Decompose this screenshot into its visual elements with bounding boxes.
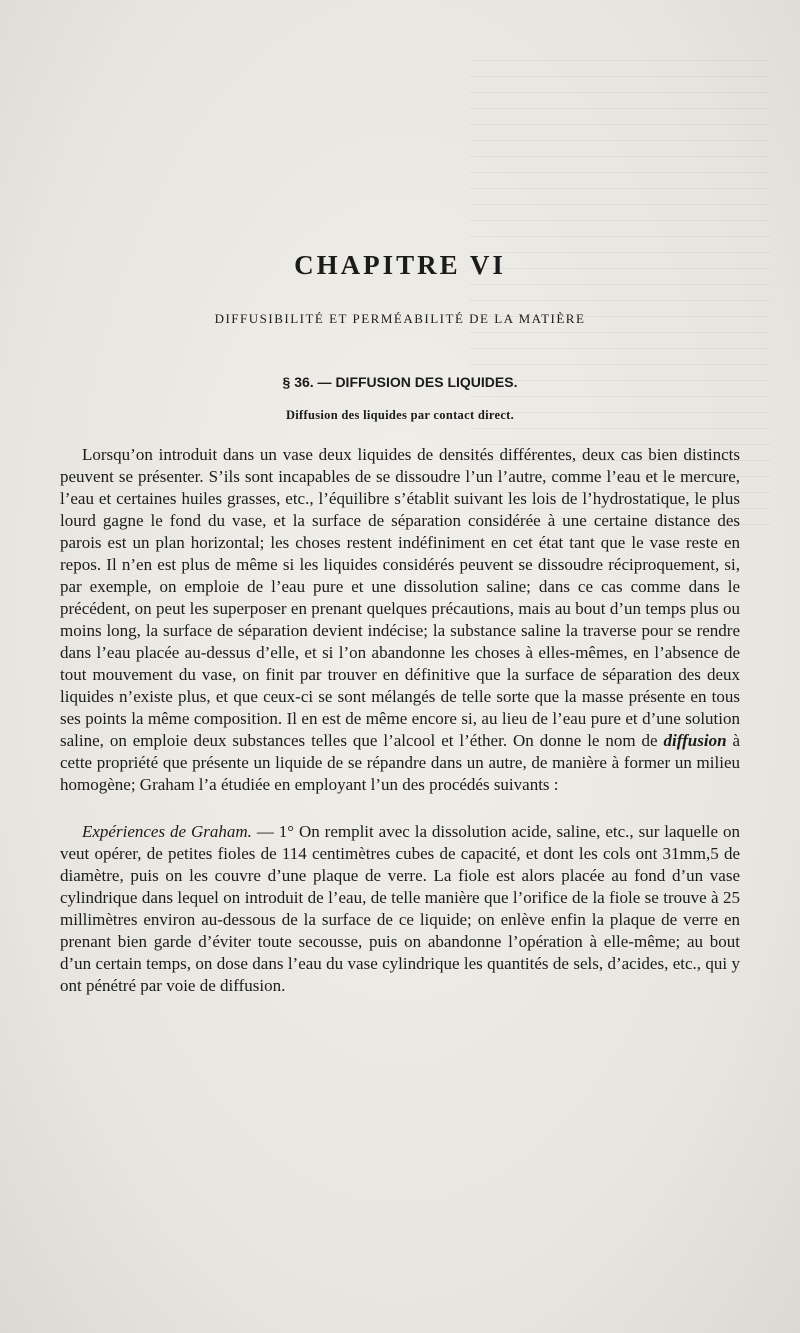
page-content: [60, 250, 740, 997]
section-heading: § 36. — DIFFUSION DES LIQUIDES.: [282, 374, 518, 390]
chapter-title: CHAPITRE VI: [294, 250, 506, 280]
paragraph-1-text-a: Lorsqu’on introduit dans un vase deux liquides de densités différentes, deux cas bien distincts peuvent se présenter. S’ils sont incapables de se dissoudre l’un l’autre, comme l’eau et le mercure, l’eau et certaines huiles grasses, etc., l’équilibre s’établit suivant les lois de l’hydrostatique, le plus lourd gagne le fond du vase, et la surface de séparation considérée à une certaine distance des parois est un plan horizontal; les choses restent indéfiniment en cet état tant que le vase reste en repos. Il n’en est plus de même si les liquides considérés peuvent se dissoudre réciproquement, si, par exemple, on emploie de l’eau pure et une dissolution saline; dans ce cas comme dans le précédent, on peut les superposer en prenant quelques précautions, mais au bout d’un temps plus ou moins long, la surface de séparation devient indécise; la substance saline la traverse pour se rendre dans l’eau placée au-dessus d’elle, et si l’on abandonne les choses à elles-mêmes, en l’absence de tout mouvement du vase, on finit par trouver en définitive que la surface de séparation des deux liquides n’existe plus, et que ceux-ci se sont mélangés de telle sorte que la masse présente en tous ses points la même composition. Il en est de même encore si, au lieu de l’eau pure et d’une solution saline, on emploie deux substances telles que l’alcool et l’éther. On donne le nom de: [60, 445, 740, 750]
diffusion-term: diffusion: [663, 731, 727, 750]
body-paragraph-2: [60, 821, 740, 997]
subsection-heading: Diffusion des liquides par contact direct.: [285, 408, 515, 422]
body-paragraph-1: [60, 444, 740, 796]
experiments-lead: Expériences de Graham.: [82, 822, 252, 841]
chapter-subtitle: DIFFUSIBILITÉ ET PERMÉABILITÉ DE LA MATIÈRE: [214, 311, 586, 326]
paragraph-2-text: — 1° On remplit avec la dissolution acide, saline, etc., sur laquelle on veut opérer, de petites fioles de 114 centimètres cubes de capacité, et dont les cols ont 31mm,5 de diamètre, puis on les couvre d’une plaque de verre. La fiole est alors placée au fond d’un vase cylindrique dans lequel on introduit de l’eau, de telle manière que l’orifice de la fiole se trouve à 25 millimètres environ au-dessous de la surface de ce liquide; on enlève enfin la plaque de verre en prenant bien garde d’éviter toute secousse, puis on abandonne l’opération à elle-même; au bout d’un certain temps, on dose dans l’eau du vase cylindrique les quantités de sels, d’acides, etc., qui y ont pénétré par voie de diffusion.: [60, 822, 741, 995]
paragraph-1-text-b: à cette propriété que présente un liquide de se répandre dans un autre, de manière à former un milieu homogène; Graham l’a étudiée en employant l’un des procédés suivants :: [60, 731, 741, 794]
